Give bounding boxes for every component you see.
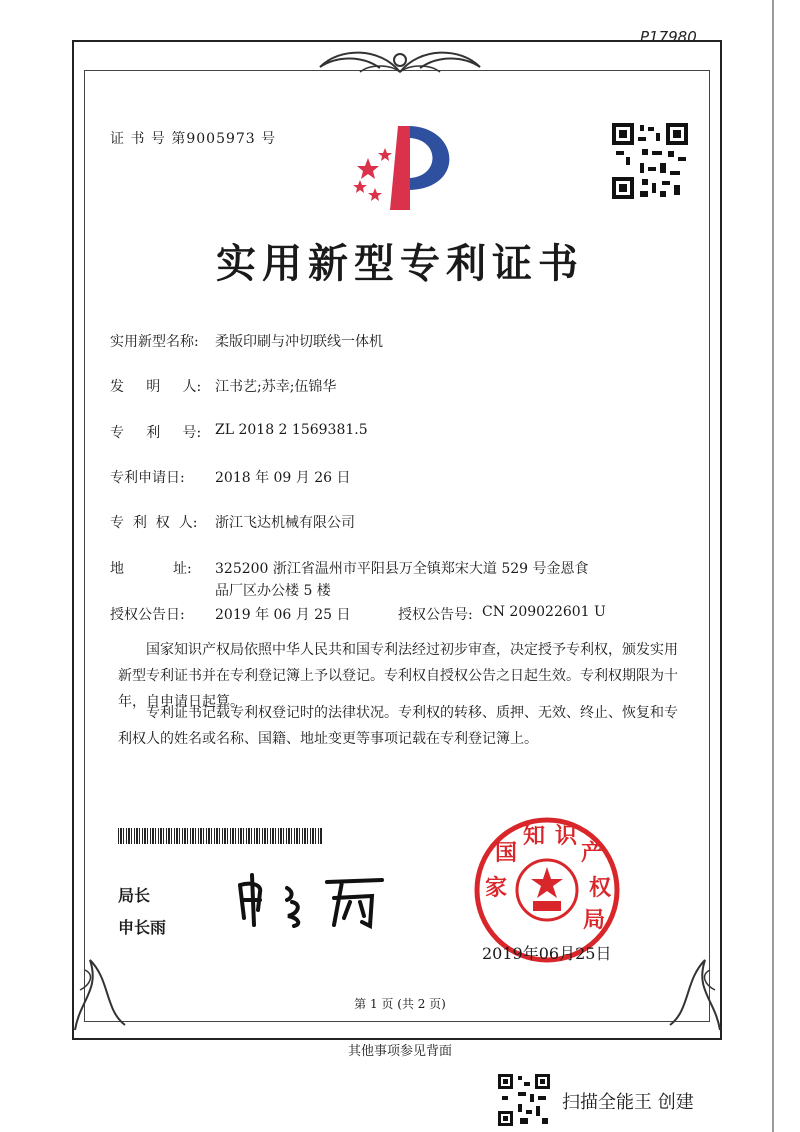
certificate-title: 实用新型专利证书 xyxy=(216,240,584,287)
svg-text:局: 局 xyxy=(583,908,606,933)
footnote: 其他事项参见背面 xyxy=(347,1044,452,1059)
patent-office-logo-icon xyxy=(340,118,470,218)
grant-announcement-number-value: CN 209022601 U xyxy=(482,604,606,620)
grant-announcement-date-label: 授权公告日: xyxy=(110,607,185,623)
qr-code-icon xyxy=(612,123,688,199)
director-title: 局长 xyxy=(118,886,151,905)
address-label: 地 址: xyxy=(110,561,192,577)
patent-number-label: 专 利 号: xyxy=(110,425,202,441)
application-date-value: 2018 年 09 月 26 日 xyxy=(215,470,351,486)
utility-model-name-label: 实用新型名称: xyxy=(110,334,199,350)
inventor-label: 发 明 人: xyxy=(110,379,202,395)
svg-text:产: 产 xyxy=(581,841,604,866)
inventor-value: 江书艺;苏幸;伍锦华 xyxy=(215,379,337,395)
body-paragraph: 国家知识产权局依照中华人民共和国专利法经过初步审查，决定授予专利权，颁发实用新型专利证书并在专利登记簿上予以登记。专利权自授权公告之日起生效。专利权期限为十年，自申请日起算。 xyxy=(118,642,678,710)
patentee-label: 专 利 权 人: xyxy=(110,515,198,531)
address-value-line1: 325200 浙江省温州市平阳县万全镇郑宋大道 529 号金恩食 xyxy=(215,561,589,577)
top-ornament-icon xyxy=(300,42,500,82)
grant-announcement-date-value: 2019 年 06 月 25 日 xyxy=(215,607,351,623)
handwritten-note: P17980 xyxy=(640,28,697,46)
page-edge-line xyxy=(772,0,774,1132)
scanner-qr-code-icon xyxy=(498,1074,550,1126)
seal-date: 2019年06月25日 xyxy=(482,944,612,963)
barcode-icon xyxy=(118,828,323,844)
utility-model-name-value: 柔版印刷与冲切联线一体机 xyxy=(215,334,383,350)
address-value-line2: 品厂区办公楼 5 楼 xyxy=(215,583,331,599)
corner-ornament-icon xyxy=(665,930,725,1040)
svg-text:知: 知 xyxy=(523,824,546,849)
page-number: 第 1 页 (共 2 页) xyxy=(354,997,446,1011)
svg-text:识: 识 xyxy=(555,824,578,849)
grant-announcement-number-label: 授权公告号: xyxy=(398,607,473,623)
corner-ornament-icon xyxy=(70,930,130,1040)
svg-text:权: 权 xyxy=(589,876,612,901)
application-date-label: 专利申请日: xyxy=(110,470,185,486)
scanner-watermark: 扫描全能王 创建 xyxy=(562,1092,694,1113)
patent-number-value: ZL 2018 2 1569381.5 xyxy=(215,422,368,438)
director-signature xyxy=(232,870,392,930)
certificate-number: 证 书 号 第9005973 号 xyxy=(110,131,277,147)
body-paragraph: 专利证书记载专利权登记时的法律状况。专利权的转移、质押、无效、终止、恢复和专利权人的姓名或名称、国籍、地址变更等事项记载在专利登记簿上。 xyxy=(118,705,678,747)
svg-text:家: 家 xyxy=(485,876,508,901)
patentee-value: 浙江飞达机械有限公司 xyxy=(215,515,355,531)
svg-text:国: 国 xyxy=(495,841,518,866)
director-name: 申长雨 xyxy=(118,918,167,937)
